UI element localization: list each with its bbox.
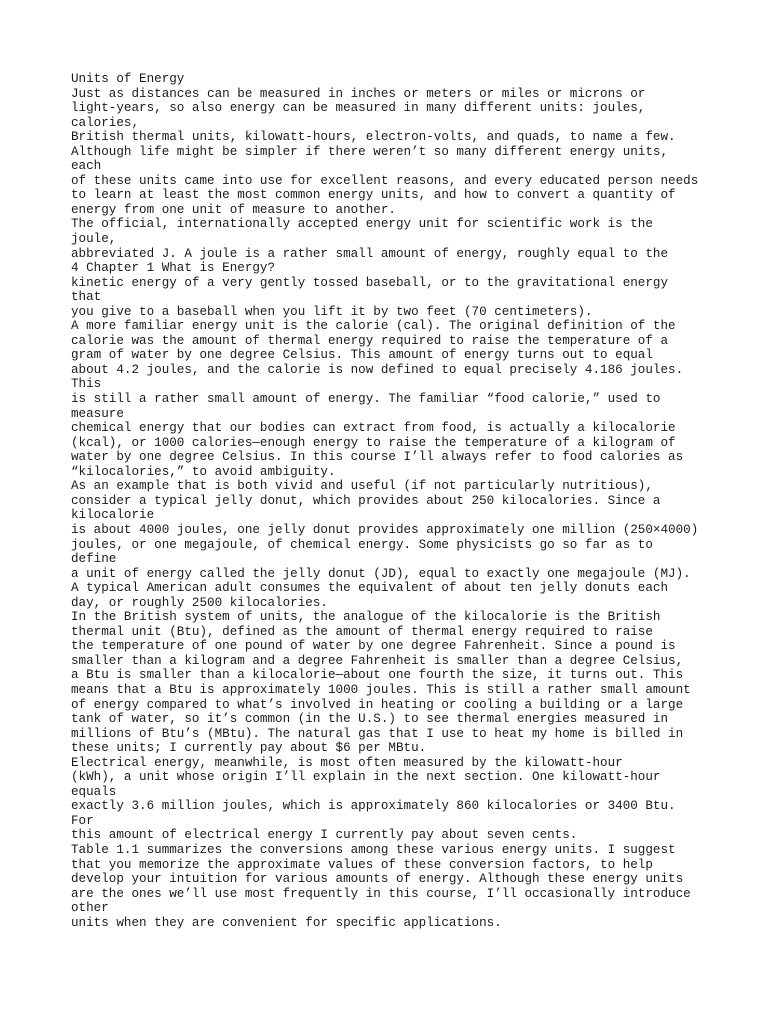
text-line: develop your intuition for various amounts of energy. Although these energy units <box>71 872 684 887</box>
text-line: joule, <box>71 232 117 247</box>
text-line: thermal unit (Btu), defined as the amount of thermal energy required to raise <box>71 624 653 639</box>
text-line: means that a Btu is approximately 1000 joules. This is still a rather small amount <box>71 682 691 697</box>
text-line: are the ones we’ll use most frequently in this course, I’ll occasionally introduce <box>71 886 691 901</box>
text-line: chemical energy that our bodies can extract from food, is actually a kilocalorie <box>71 421 676 436</box>
text-line: (kcal), or 1000 calories—enough energy to raise the temperature of a kilogram of <box>71 435 676 450</box>
text-line: calories, <box>71 115 140 130</box>
text-line: millions of Btu’s (MBtu). The natural gas that I use to heat my home is billed in <box>71 726 684 741</box>
text-line: light-years, so also energy can be measured in many different units: joules, <box>71 101 646 116</box>
text-line: day, or roughly 2500 kilocalories. <box>71 595 328 610</box>
text-line: a unit of energy called the jelly donut (JD), equal to exactly one megajoule (MJ). <box>71 566 691 581</box>
text-line: British thermal units, kilowatt-hours, electron-volts, and quads, to name a few. <box>71 130 676 145</box>
text-line: these units; I currently pay about $6 per MBtu. <box>71 741 427 756</box>
text-line: abbreviated J. A joule is a rather small amount of energy, roughly equal to the <box>71 246 669 261</box>
text-line: Although life might be simpler if there weren’t so many different energy units, <box>71 144 669 159</box>
text-line: other <box>71 901 109 916</box>
text-line: that <box>71 290 102 305</box>
text-line: about 4.2 joules, and the calorie is now defined to equal precisely 4.186 joules. <box>71 362 684 377</box>
text-line: units when they are convenient for specific applications. <box>71 915 502 930</box>
text-line: Table 1.1 summarizes the conversions among these various energy units. I suggest <box>71 842 676 857</box>
text-line: a Btu is smaller than a kilocalorie—about one fourth the size, it turns out. This <box>71 668 684 683</box>
text-line: calorie was the amount of thermal energy required to raise the temperature of a <box>71 333 669 348</box>
text-line: of energy compared to what’s involved in heating or cooling a building or a large <box>71 697 684 712</box>
text-line: (kWh), a unit whose origin I’ll explain in the next section. One kilowatt-hour <box>71 770 661 785</box>
text-line: joules, or one megajoule, of chemical energy. Some physicists go so far as to <box>71 537 653 552</box>
document-page <box>71 72 751 930</box>
text-line: is about 4000 joules, one jelly donut provides approximately one million (250×4000) <box>71 522 699 537</box>
text-line: is still a rather small amount of energy. The familiar “food calorie,” used to <box>71 392 661 407</box>
text-line: This <box>71 377 102 392</box>
text-line: tank of water, so it’s common (in the U.S.) to see thermal energies measured in <box>71 712 669 727</box>
text-line: A typical American adult consumes the equivalent of about ten jelly donuts each <box>71 581 669 596</box>
text-line: energy from one unit of measure to another. <box>71 202 396 217</box>
text-line: gram of water by one degree Celsius. This amount of energy turns out to equal <box>71 348 653 363</box>
text-line: The official, internationally accepted energy unit for scientific work is the <box>71 217 653 232</box>
text-line: kilocalorie <box>71 508 155 523</box>
text-line: “kilocalories,” to avoid ambiguity. <box>71 464 336 479</box>
document-title: Units of Energy <box>71 72 185 86</box>
text-line: this amount of electrical energy I currently pay about seven cents. <box>71 828 578 843</box>
text-line: In the British system of units, the analogue of the kilocalorie is the British <box>71 610 661 625</box>
text-line: Just as distances can be measured in inches or meters or miles or microns or <box>71 86 646 101</box>
text-line: measure <box>71 406 124 421</box>
text-line: of these units came into use for excellent reasons, and every educated person needs <box>71 173 699 188</box>
text-line: to learn at least the most common energy units, and how to convert a quantity of <box>71 188 676 203</box>
text-line: Electrical energy, meanwhile, is most often measured by the kilowatt-hour <box>71 755 623 770</box>
text-line: each <box>71 159 102 174</box>
text-line: consider a typical jelly donut, which provides about 250 kilocalories. Since a <box>71 493 661 508</box>
text-line: that you memorize the approximate values of these conversion factors, to help <box>71 857 653 872</box>
text-line: smaller than a kilogram and a degree Fahrenheit is smaller than a degree Celsius, <box>71 653 684 668</box>
text-line: define <box>71 552 117 567</box>
text-line: 4 Chapter 1 What is Energy? <box>71 261 276 276</box>
text-line: For <box>71 813 94 828</box>
text-line: you give to a baseball when you lift it by two feet (70 centimeters). <box>71 304 593 319</box>
text-line: the temperature of one pound of water by one degree Fahrenheit. Since a pound is <box>71 639 676 654</box>
text-line: A more familiar energy unit is the calorie (cal). The original definition of the <box>71 319 676 334</box>
text-line: kinetic energy of a very gently tossed baseball, or to the gravitational energy <box>71 275 669 290</box>
text-line: equals <box>71 784 117 799</box>
text-line: As an example that is both vivid and useful (if not particularly nutritious), <box>71 479 653 494</box>
text-line: water by one degree Celsius. In this course I’ll always refer to food calories as <box>71 450 684 465</box>
text-line: exactly 3.6 million joules, which is approximately 860 kilocalories or 3400 Btu. <box>71 799 676 814</box>
